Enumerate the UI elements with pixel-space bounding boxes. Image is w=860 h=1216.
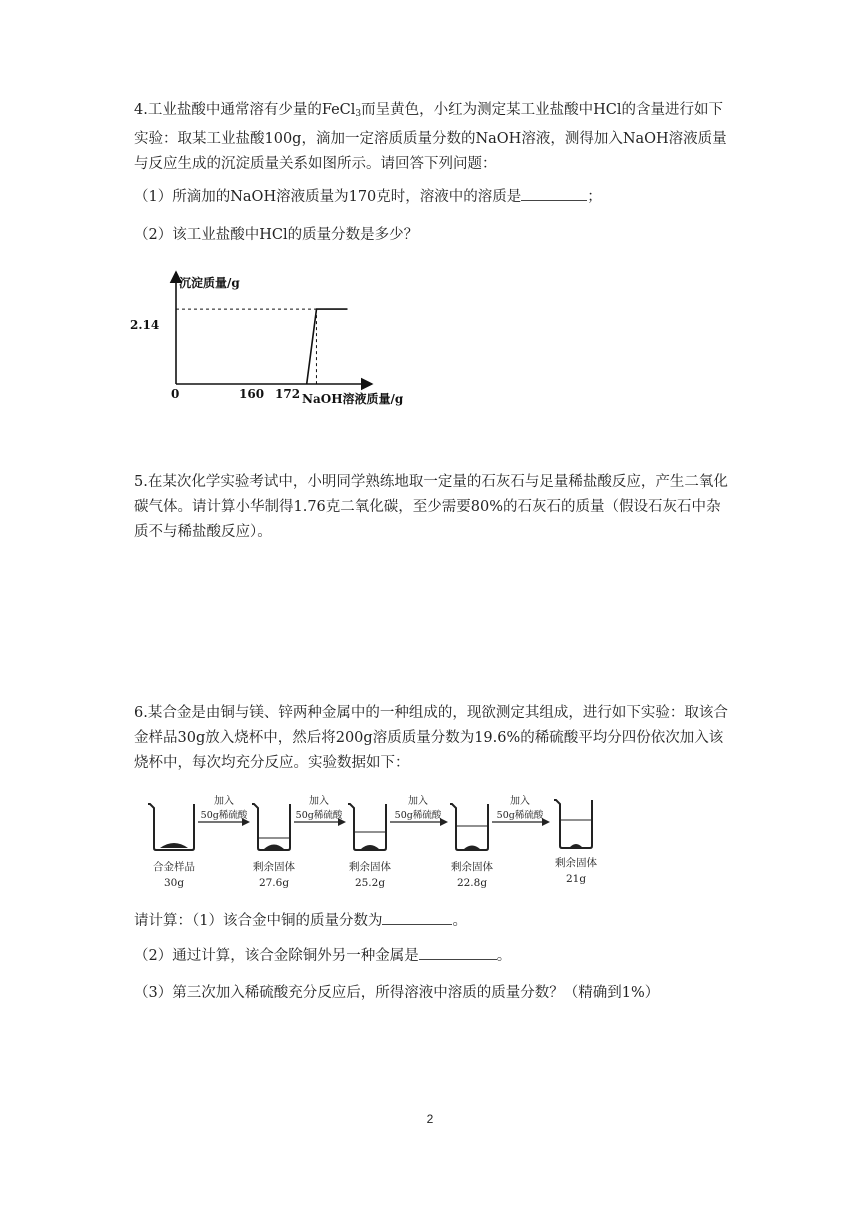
beaker-4-label: 剩余固体 <box>451 861 493 873</box>
beaker-1-label: 合金样品 <box>153 861 195 873</box>
answer-blank[interactable] <box>521 186 587 201</box>
beaker-3-label: 剩余固体 <box>349 861 391 873</box>
beaker-5-label: 剩余固体 <box>555 857 597 869</box>
question-4-part-2: （2）该工业盐酸中HCl的质量分数是多少？ <box>134 227 419 243</box>
page-number: 2 <box>426 1112 434 1126</box>
beaker-2-label: 剩余固体 <box>253 861 295 873</box>
arrow-1-bottom: 50g稀硫酸 <box>200 810 248 821</box>
data-series-line <box>307 309 348 384</box>
arrow-2-bottom: 50g稀硫酸 <box>295 810 343 821</box>
x-tick-160: 160 <box>239 387 265 401</box>
question-6-stem: 6.某合金是由铜与镁、锌两种金属中的一种组成的，现欲测定其组成，进行如下实验：取该合金样品30g放入烧杯中，然后将200g溶质质量分数为19.6%的稀硫酸平均分四份依次加入该烧杯中，每次均充分反应。实验数据如下： <box>134 705 728 771</box>
answer-blank[interactable] <box>419 945 497 960</box>
experiment-diagram <box>134 790 604 895</box>
x-axis-label: NaOH溶液质量/g <box>302 392 404 406</box>
precipitate-chart <box>122 262 422 414</box>
beaker-3 <box>348 804 386 850</box>
answer-blank[interactable] <box>382 910 452 925</box>
arrow-4-bottom: 50g稀硫酸 <box>496 810 544 821</box>
beaker-4-mass: 22.8g <box>456 877 488 889</box>
arrow-4-top: 加入 <box>510 796 530 807</box>
beaker-2 <box>252 804 290 850</box>
beaker-5-mass: 21g <box>565 873 587 885</box>
arrow-3-top: 加入 <box>408 796 428 807</box>
arrow-1-top: 加入 <box>214 796 234 807</box>
beaker-5 <box>554 800 592 848</box>
arrow-3-bottom: 50g稀硫酸 <box>394 810 442 821</box>
x-tick-172: 172 <box>275 387 301 401</box>
arrow-2-top: 加入 <box>309 796 329 807</box>
beaker-3-mass: 25.2g <box>354 877 386 889</box>
y-axis-label: 沉淀质量/g <box>179 276 240 290</box>
beaker-4 <box>450 804 488 850</box>
question-6-part-1: 请计算：（1）该合金中铜的质量分数为 。 <box>134 910 467 932</box>
question-4-part-1: （1）所滴加的NaOH溶液质量为170克时，溶液中的溶质是 ； <box>134 186 602 208</box>
beaker-2-mass: 27.6g <box>258 877 290 889</box>
x-tick-0: 0 <box>171 387 180 401</box>
question-4-stem: 4.工业盐酸中通常溶有少量的FeCl$_3$而呈黄色，小红为测定某工业盐酸中HCl的含量进行如下实验：取某工业盐酸100g，滴加一定溶质质量分数的NaOH溶液，测得加入NaOH溶液质量与反应生成的沉淀质量关系如图所示。请回答下列问题： <box>134 102 727 172</box>
question-6-part-2: （2）通过计算，该合金除铜外另一种金属是 。 <box>134 945 511 967</box>
y-tick-label: 2.14 <box>130 318 160 332</box>
question-5-stem: 5.在某次化学实验考试中，小明同学熟练地取一定量的石灰石与足量稀盐酸反应，产生二氧化碳气体。请计算小华制得1.76克二氧化碳，至少需要80%的石灰石的质量（假设石灰石中杂质不与稀盐酸反应）。 <box>134 474 728 540</box>
beaker-1 <box>148 804 194 850</box>
question-6-part-3: （3）第三次加入稀硫酸充分反应后，所得溶液中溶质的质量分数？（精确到1%） <box>134 985 660 1001</box>
beaker-1-mass: 30g <box>163 877 185 889</box>
